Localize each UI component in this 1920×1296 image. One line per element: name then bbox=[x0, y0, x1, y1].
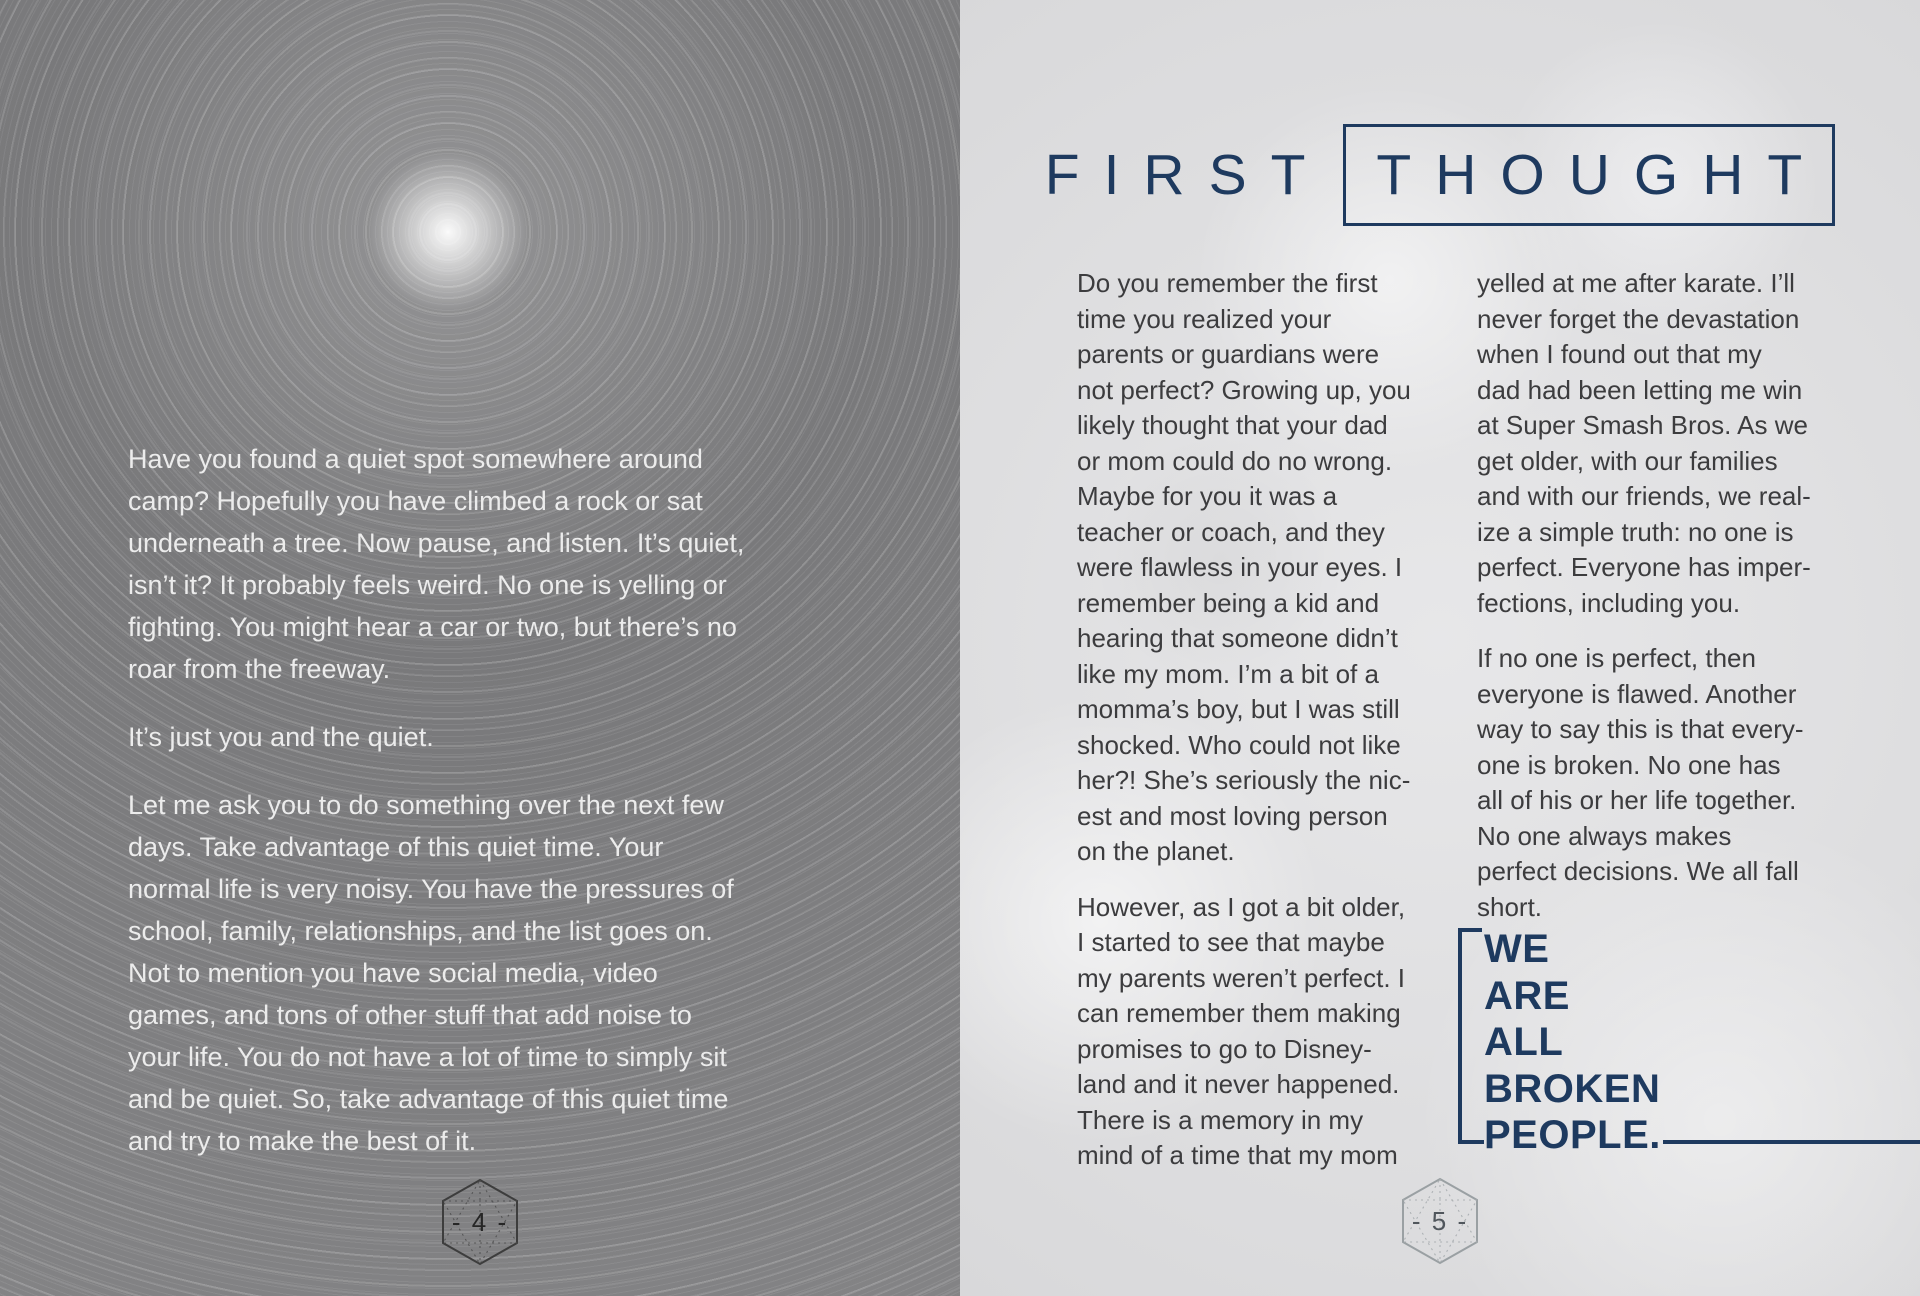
paragraph: It’s just you and the quiet. bbox=[128, 722, 434, 752]
title-word-first: FIRST bbox=[1044, 143, 1330, 207]
page-number-badge-right bbox=[1400, 1177, 1480, 1265]
paragraph: If no one is perfect, then everyone is flawed. Another way to say this is that everyone is broken. No one has all of his or her life together. No one always makes perfect decisions. We all fall short. bbox=[1477, 643, 1804, 922]
pull-quote-rule bbox=[1663, 1140, 1920, 1144]
paragraph: Do you remember the first time you realized your parents or guardians were not perfect? Growing up, you likely thought that your dad or mom could do no wrong. Maybe for you it was a teacher or coach, and they were flawless in your eyes. I remember being a kid and hearing that someone didn’t like my mom. I’m a bit of a momma’s boy, but I was still shocked. Who could not like her?! She’s seriously the nicest and most loving person on the planet. bbox=[1077, 268, 1411, 866]
paragraph: Let me ask you to do something over the next few days. Take advantage of this quiet time. Your normal life is very noisy. You have the pressures of school, family, relationships, and the list goes on. Not to mention you have social media, video games, and tons of other stuff that add noise to your life. You do not have a lot of time to simply sit and be quiet. So, take advantage of this quiet time and try to make the best of it. bbox=[128, 790, 734, 1156]
title-word-thought-boxed: THOUGHT bbox=[1343, 124, 1835, 226]
pull-quote-line: BROKEN bbox=[1484, 1066, 1661, 1111]
text-column-1 bbox=[1077, 266, 1411, 1194]
pull-quote-line: ARE bbox=[1484, 973, 1570, 1018]
paragraph: yelled at me after karate. I’ll never forget the devastation when I found out that my dad had been letting me win at Super Smash Bros. As we get older, with our families and with our friends, we realize a simple truth: no one is perfect. Everyone has imperfections, including you. bbox=[1477, 268, 1811, 618]
pull-quote-line: PEOPLE. bbox=[1484, 1112, 1661, 1157]
text-column-2 bbox=[1477, 266, 1811, 945]
pull-quote-line: ALL bbox=[1484, 1020, 1564, 1064]
paragraph: Have you found a quiet spot somewhere around camp? Hopefully you have climbed a rock or sat underneath a tree. Now pause, and listen. It’s quiet, isn’t it? It probably feels weird. No one is yelling or fighting. You might hear a car or two, but there’s no roar from the freeway. bbox=[128, 444, 745, 684]
page-number: - 4 - bbox=[451, 1207, 509, 1237]
pull-quote-lines bbox=[1484, 926, 1920, 1112]
chapter-title bbox=[960, 124, 1920, 226]
pull-quote bbox=[1458, 926, 1920, 1166]
pull-quote-last-row bbox=[1458, 1112, 1920, 1159]
pull-quote-line: WE bbox=[1484, 927, 1550, 971]
pull-quote-bracket-line bbox=[1458, 928, 1462, 1144]
page-number: - 5 - bbox=[1411, 1206, 1469, 1236]
page-right bbox=[960, 0, 1920, 1296]
paragraph: However, as I got a bit older, I started to see that maybe my parents weren’t perfect. I can remember them making promises to go to Disneyland and it never happened. There is a memory in my mind of a time that my mom bbox=[1077, 891, 1406, 1170]
left-page-text bbox=[128, 438, 746, 1162]
pull-quote-bracket-tick bbox=[1458, 928, 1482, 932]
page-number-badge-left bbox=[440, 1178, 520, 1266]
